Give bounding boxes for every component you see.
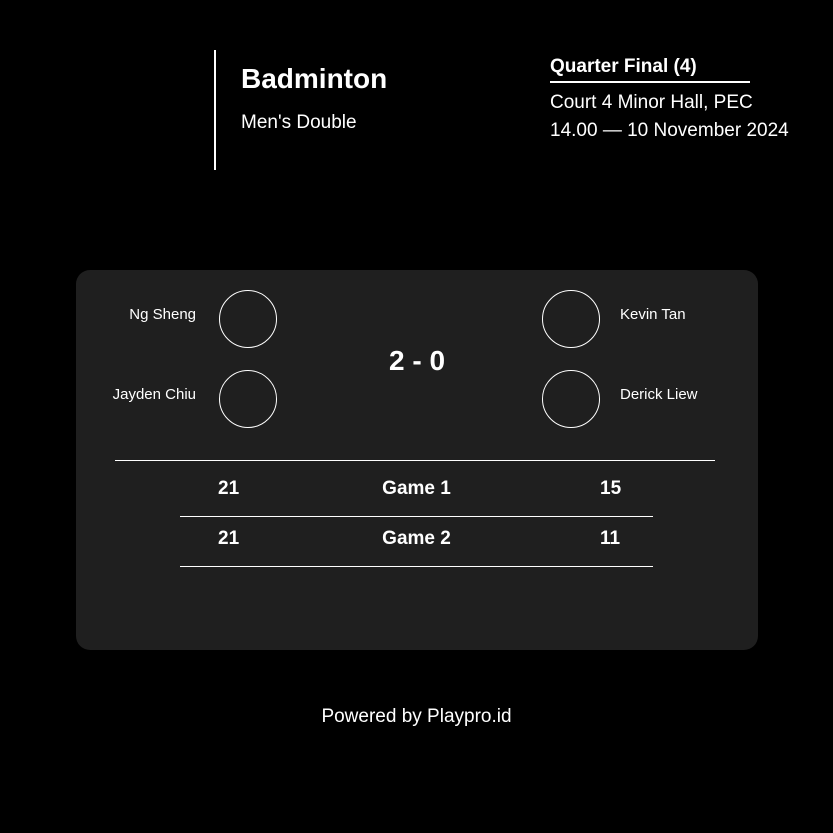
game-score-left: 21 — [218, 478, 240, 499]
game-row — [180, 466, 653, 517]
game-label: Game 1 — [382, 478, 451, 499]
game-score-right: 11 — [600, 528, 621, 549]
player-name-left-2: Jayden Chiu — [112, 386, 196, 403]
game-row — [180, 516, 653, 567]
score-card — [76, 270, 758, 650]
player-avatar-right-1 — [542, 290, 600, 348]
datetime-text: 14.00 — 10 November 2024 — [550, 120, 789, 141]
player-name-right-2: Derick Liew — [620, 386, 698, 403]
game-label: Game 2 — [382, 528, 451, 549]
game-score-right: 15 — [600, 478, 622, 499]
player-name-right-1: Kevin Tan — [620, 306, 686, 323]
round-label: Quarter Final (4) — [550, 56, 750, 83]
sport-title: Badminton — [241, 63, 388, 94]
header-divider — [214, 50, 216, 170]
event-category: Men's Double — [241, 112, 357, 133]
powered-by-footer: Powered by Playpro.id — [321, 706, 512, 727]
player-name-left-1: Ng Sheng — [129, 306, 196, 323]
game-score-left: 21 — [218, 528, 240, 549]
player-avatar-right-2 — [542, 370, 600, 428]
card-divider — [115, 460, 715, 461]
venue-text: Court 4 Minor Hall, PEC — [550, 92, 753, 113]
match-score: 2 - 0 — [388, 345, 446, 376]
player-avatar-left-1 — [219, 290, 277, 348]
player-avatar-left-2 — [219, 370, 277, 428]
